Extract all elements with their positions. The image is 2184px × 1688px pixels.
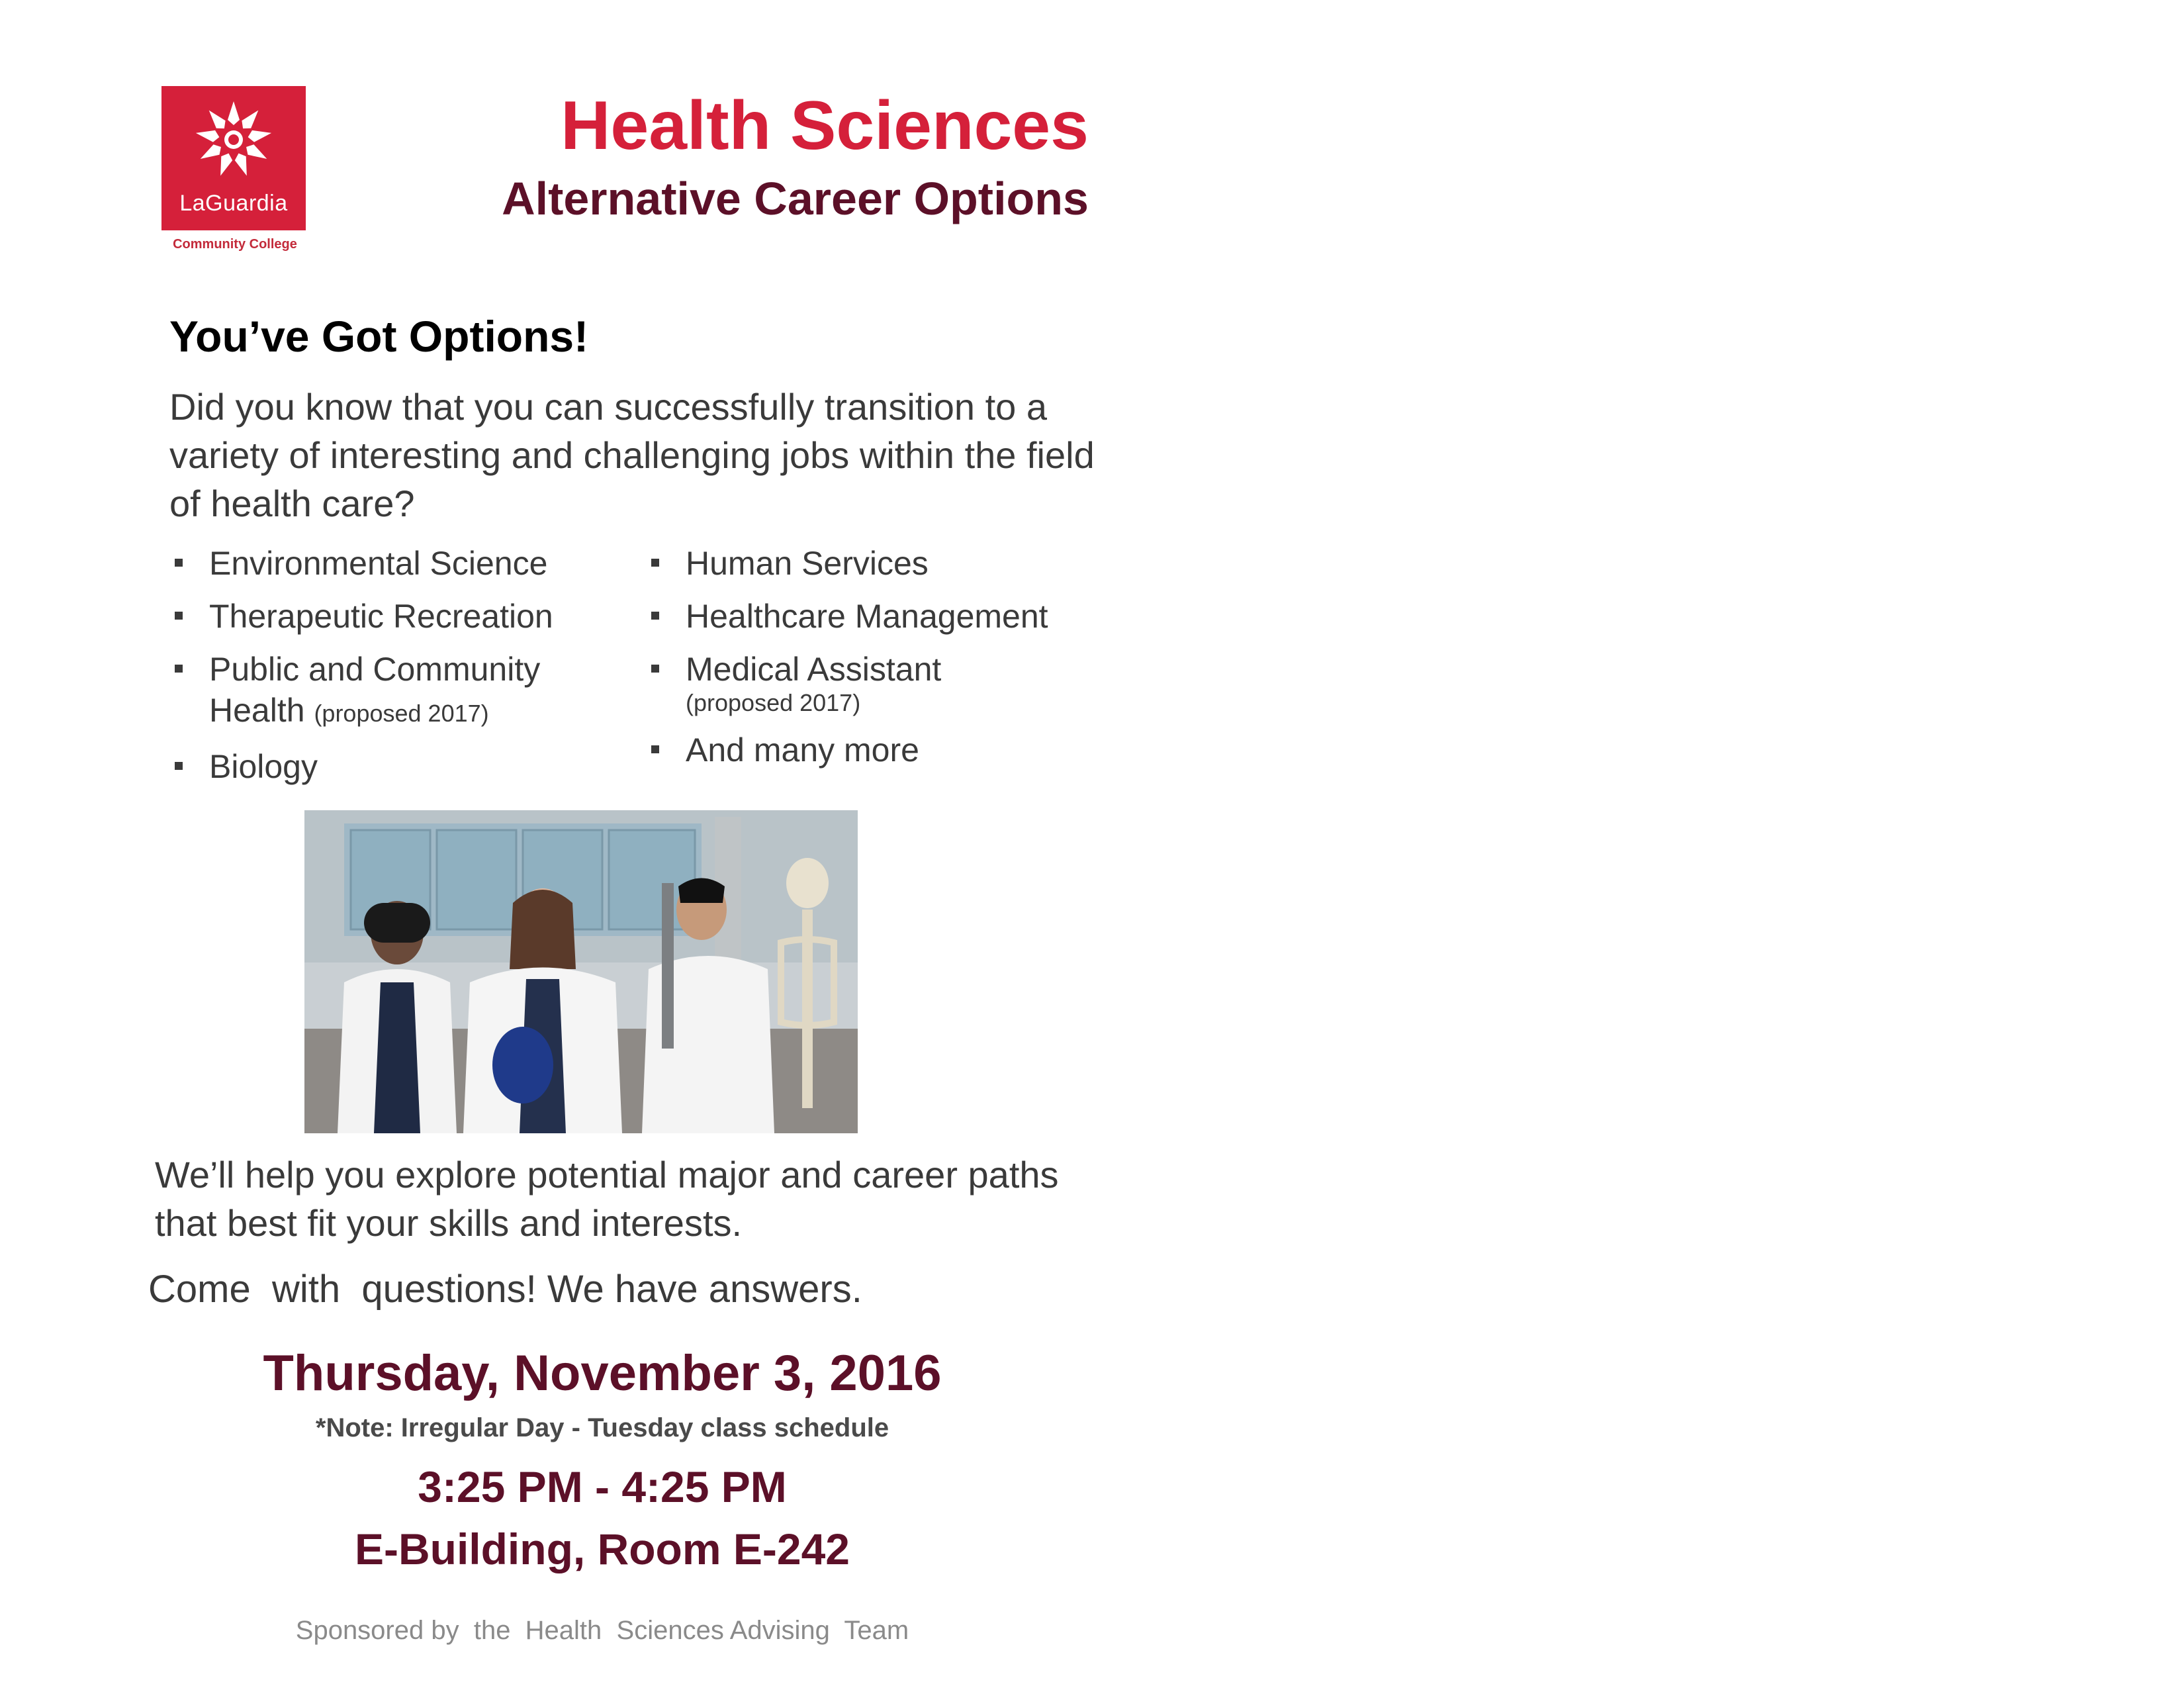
options-list-right <box>649 543 1125 782</box>
option-label: Human Services <box>686 545 929 582</box>
bullet-icon <box>175 665 183 673</box>
list-item <box>649 596 1125 637</box>
list-item <box>172 746 649 787</box>
sponsor-text: Sponsored by the Health Sciences Advising Team <box>295 1616 909 1645</box>
event-note: *Note: Irregular Day - Tuesday class schedule <box>315 1413 889 1442</box>
logo-subtitle: Community College <box>173 237 297 252</box>
bullet-icon <box>175 559 183 567</box>
bullet-icon <box>651 745 659 753</box>
intro-text: Did you know that you can successfully transition to a variety of interesting and challenging jobs within the field of health care? <box>169 386 1095 524</box>
sunburst-logo-icon <box>191 97 277 183</box>
lab-photo-illustration <box>304 810 858 1133</box>
list-item <box>172 596 649 637</box>
questions-text: Come with questions! We have answers. <box>148 1268 862 1311</box>
option-label: And many more <box>686 731 919 769</box>
list-item <box>172 543 649 584</box>
option-label: Therapeutic Recreation <box>209 598 553 635</box>
event-date: Thursday, November 3, 2016 <box>263 1345 942 1401</box>
list-item <box>649 729 1125 771</box>
event-time: 3:25 PM - 4:25 PM <box>418 1462 787 1511</box>
page-subtitle: Alternative Career Options <box>502 173 1089 224</box>
options-list-left <box>172 543 649 799</box>
option-note: (proposed 2017) <box>314 700 489 727</box>
bullet-icon <box>175 762 183 770</box>
option-label: Biology <box>209 748 318 785</box>
list-item <box>649 543 1125 584</box>
list-item <box>172 649 543 734</box>
option-label: Healthcare Management <box>686 598 1048 635</box>
logo-name: LaGuardia <box>179 191 288 216</box>
bullet-icon <box>651 612 659 620</box>
help-text: We’ll help you explore potential major and career paths that best fit your skills and interests. <box>155 1154 1059 1244</box>
option-label: Environmental Science <box>209 545 548 582</box>
option-label: Medical Assistant <box>686 651 942 688</box>
event-room: E-Building, Room E-242 <box>354 1524 850 1573</box>
options-heading: You’ve Got Options! <box>169 312 589 361</box>
logo-red-box <box>161 86 306 230</box>
option-label: Public and Community Health <box>209 651 541 729</box>
option-note: (proposed 2017) <box>686 689 861 716</box>
laguardia-logo <box>161 86 308 259</box>
bullet-icon <box>175 612 183 620</box>
bullet-icon <box>651 665 659 673</box>
students-in-lab-photo <box>304 810 858 1133</box>
page-title: Health Sciences <box>561 87 1089 164</box>
list-item <box>649 649 1125 718</box>
bullet-icon <box>651 559 659 567</box>
